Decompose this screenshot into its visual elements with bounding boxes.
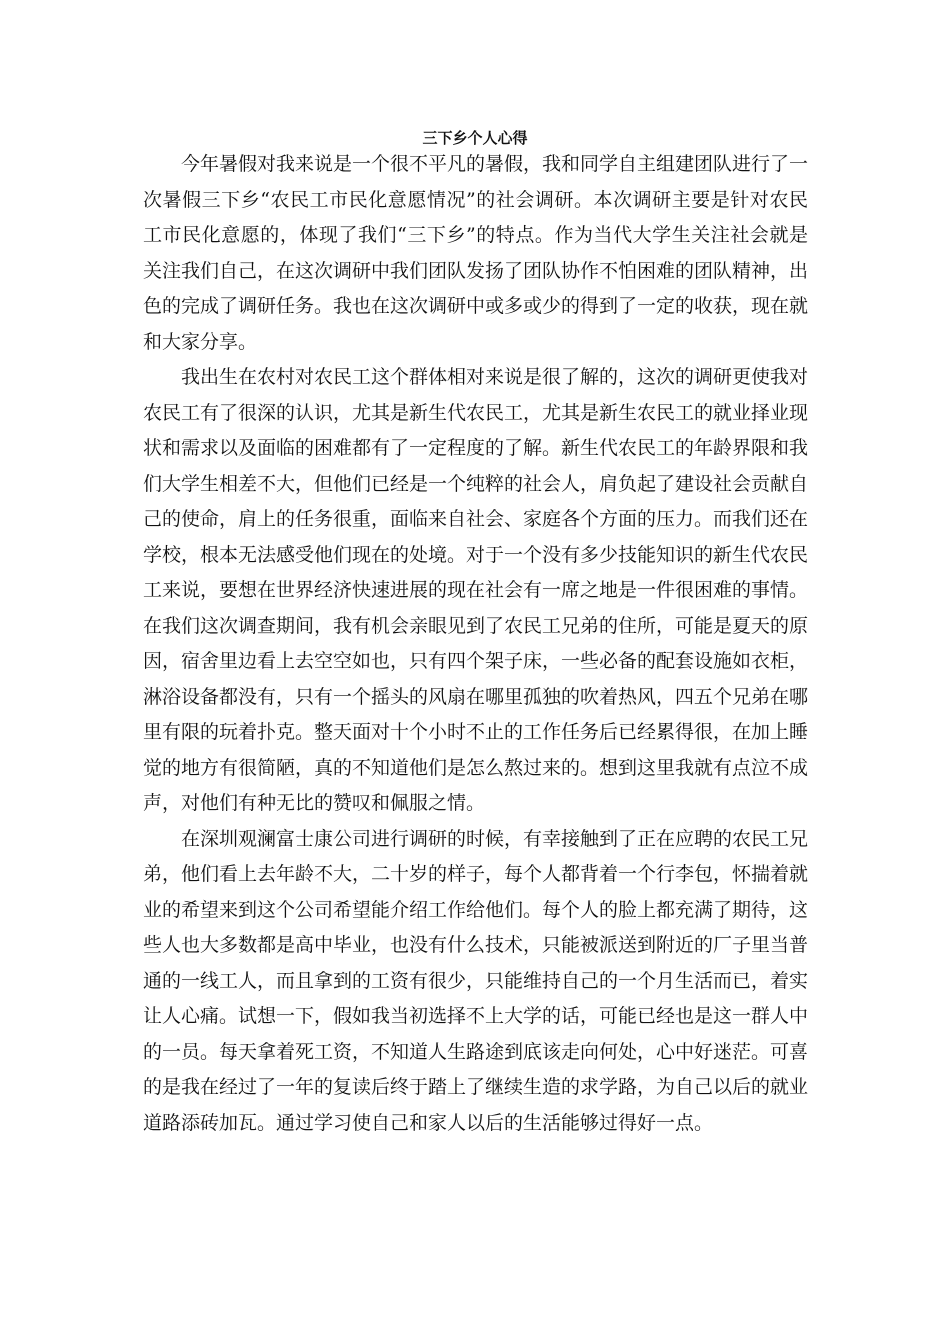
paragraph-1: 今年暑假对我来说是一个很不平凡的暑假，我和同学自主组建团队进行了一次暑假三下乡“农民工市民化意愿情况”的社会调研。本次调研主要是针对农民工市民化意愿的，体现了我们“三下乡”的特点。作为当代大学生关注社会就是关注我们自己，在这次调研中我们团队发扬了团队协作不怕困难的团队精神，出色的完成了调研任务。我也在这次调研中或多或少的得到了一定的收获，现在就和大家分享。 (143, 153, 809, 353)
paragraph-3: 在深圳观澜富士康公司进行调研的时候，有幸接触到了正在应聘的农民工兄弟，他们看上去年龄不大，二十岁的样子，每个人都背着一个行李包，怀揣着就业的希望来到这个公司希望能介绍工作给他们。每个人的脸上都充满了期待，这些人也大多数都是高中毕业，也没有什么技术，只能被派送到附近的厂子里当普通的一线工人，而且拿到的工资有很少，只能维持自己的一个月生活而已，着实让人心痛。试想一下，假如我当初选择不上大学的话，可能已经也是这一群人中的一员。每天拿着死工资，不知道人生路途到底该走向何处，心中好迷茫。可喜的是我在经过了一年的复读后终于踏上了继续生造的求学路，为自己以后的就业道路添砖加瓦。通过学习使自己和家人以后的生活能够过得好一点。 (143, 827, 809, 1134)
document-body (143, 147, 808, 1141)
document-title: 三下乡个人心得 (422, 129, 528, 147)
paragraph-2: 我出生在农村对农民工这个群体相对来说是很了解的，这次的调研更使我对农民工有了很深的认识，尤其是新生代农民工，尤其是新生农民工的就业择业现状和需求以及面临的困难都有了一定程度的了解。新生代农民工的年龄界限和我们大学生相差不大，但他们已经是一个纯粹的社会人，肩负起了建设社会贡献自己的使命，肩上的任务很重，面临来自社会、家庭各个方面的压力。而我们还在学校，根本无法感受他们现在的处境。对于一个没有多少技能知识的新生代农民工来说，要想在世界经济快速进展的现在社会有一席之地是一件很困难的事情。 在我们这次调查期间，我有机会亲眼见到了农民工兄弟的住所，可能是夏天的原因，宿舍里边看上去空空如也，只有四个架子床，一些必备的配套设施如衣柜，淋浴设备都没有，只有一个摇头的风扇在哪里孤独的吹着热风，四五个兄弟在哪里有限的玩着扑克。整天面对十个小时不止的工作任务后已经累得很，在加上睡觉的地方有很简陋，真的不知道他们是怎么熬过来的。想到这里我就有点泣不成声，对他们有种无比的赞叹和佩服之情。 (143, 366, 809, 814)
